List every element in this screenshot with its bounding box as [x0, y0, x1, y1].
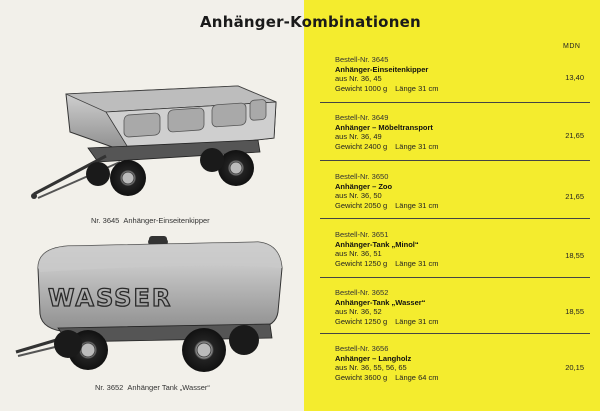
order-number: Bestell-Nr. 3656: [335, 344, 389, 353]
product-reference: aus Nr. 36, 49: [335, 132, 382, 142]
product-entry-3652: [335, 288, 585, 326]
tipper-trailer-photo: [28, 82, 290, 214]
product-price: 13,40: [565, 73, 584, 82]
product-price: 20,15: [565, 363, 584, 372]
product-name: Anhänger-Tank „Wasser“: [335, 297, 426, 307]
divider: [320, 218, 590, 219]
product-name: Anhänger – Zoo: [335, 181, 393, 191]
order-number: Bestell-Nr. 3649: [335, 113, 389, 122]
product-name: Anhänger – Langholz: [335, 353, 412, 363]
product-entry-3656: [335, 344, 585, 382]
product-weight: Gewicht 2050 g: [335, 200, 388, 210]
product-entry-3651: [335, 230, 585, 268]
product-weight: Gewicht 1000 g: [335, 83, 388, 93]
product-entry-3649: [335, 113, 585, 151]
product-length: Länge 64 cm: [395, 372, 439, 382]
order-number: Bestell-Nr. 3651: [335, 230, 389, 239]
photo-caption-tipper: [91, 216, 210, 225]
product-reference: aus Nr. 36, 45: [335, 74, 382, 84]
product-length: Länge 31 cm: [395, 83, 439, 93]
divider: [320, 102, 590, 103]
order-number: Bestell-Nr. 3650: [335, 172, 389, 181]
product-entry-3650: [335, 172, 585, 210]
order-number: Bestell-Nr. 3645: [335, 55, 389, 64]
product-entry-3645: [335, 55, 585, 93]
product-weight: Gewicht 2400 g: [335, 141, 388, 151]
divider: [320, 160, 590, 161]
product-price: 18,55: [565, 251, 584, 260]
order-number: Bestell-Nr. 3652: [335, 288, 389, 297]
tank-trailer-photo: [8, 228, 293, 376]
product-length: Länge 31 cm: [395, 200, 439, 210]
product-length: Länge 31 cm: [395, 258, 439, 268]
divider: [320, 333, 590, 334]
product-price: 21,65: [565, 192, 584, 201]
product-length: Länge 31 cm: [395, 316, 439, 326]
product-weight: Gewicht 1250 g: [335, 316, 388, 326]
caption-number: Nr. 3645: [91, 216, 120, 225]
product-weight: Gewicht 3600 g: [335, 372, 388, 382]
product-price: 18,55: [565, 307, 584, 316]
page-title: Anhänger-Kombinationen: [200, 13, 421, 31]
currency-header: MDN: [563, 43, 581, 50]
product-reference: aus Nr. 36, 50: [335, 191, 382, 201]
caption-number: Nr. 3652: [95, 383, 124, 392]
tank-lettering: WASSER: [48, 284, 173, 312]
product-name: Anhänger-Tank „Minol“: [335, 239, 419, 249]
caption-text: Anhänger Tank „Wasser“: [127, 383, 210, 392]
product-reference: aus Nr. 36, 55, 56, 65: [335, 363, 407, 373]
photo-caption-tank: [95, 383, 210, 392]
product-reference: aus Nr. 36, 51: [335, 249, 382, 259]
product-price: 21,65: [565, 131, 584, 140]
caption-text: Anhänger-Einseitenkipper: [123, 216, 210, 225]
product-length: Länge 31 cm: [395, 141, 439, 151]
product-reference: aus Nr. 36, 52: [335, 307, 382, 317]
product-weight: Gewicht 1250 g: [335, 258, 388, 268]
product-name: Anhänger – Möbeltransport: [335, 122, 433, 132]
divider: [320, 277, 590, 278]
product-name: Anhänger-Einseitenkipper: [335, 64, 429, 74]
